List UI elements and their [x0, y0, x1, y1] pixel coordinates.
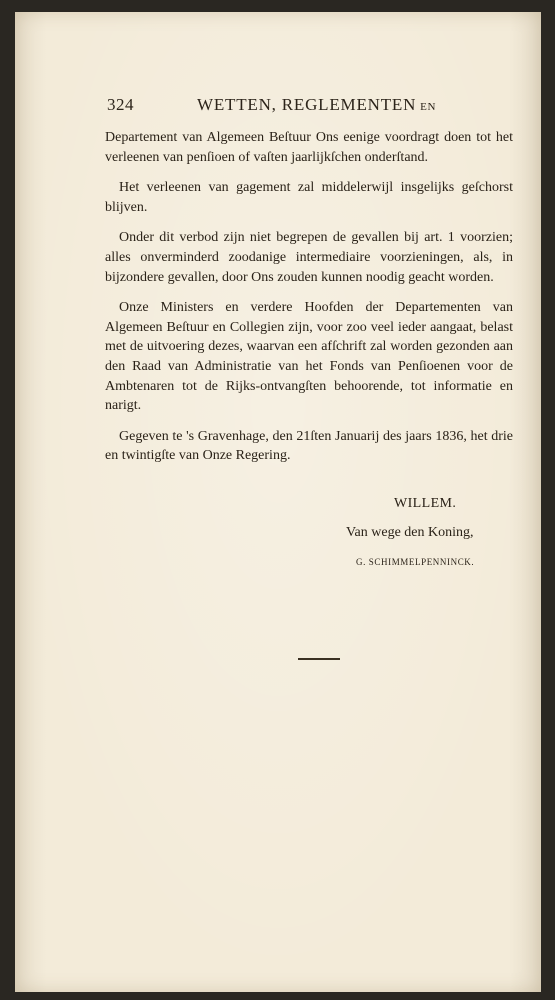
- running-title-small: EN: [420, 101, 437, 113]
- paragraph-1: Departement van Algemeen Beſtuur Ons eenige voordragt doen tot het verleenen van penſioen of vaſten jaarlijkſchen onderſtand.: [105, 130, 513, 165]
- countersignature: G. SCHIMMELPENNINCK.: [356, 557, 475, 567]
- signature-on-behalf: Van wege den Koning,: [346, 525, 474, 540]
- signature-name: WILLEM.: [394, 496, 457, 511]
- running-title-main: WETTEN, REGLEMENTEN: [197, 95, 417, 114]
- paragraph-2: Het verleenen van gagement zal middelerwijl insgelijks geſchorst blijven.: [105, 180, 513, 215]
- body-text: [105, 128, 513, 477]
- paragraph-3: Onder dit verbod zijn niet begrepen de gevallen bij art. 1 voorzien; alles onverminderd zoodanige intermediaire voorzieningen, als, in bijzondere gevallen, door Ons zouden kunnen noodig geacht worden.: [105, 230, 513, 285]
- running-title: [197, 95, 436, 115]
- page-header: [107, 95, 512, 119]
- closing-rule: [298, 658, 340, 660]
- page-number: 324: [107, 95, 134, 114]
- paragraph-4: Onze Ministers en verdere Hoofden der Departementen van Algemeen Beſtuur en Collegien zijn, voor zoo veel ieder aangaat, belast met de uitvoering dezes, waarvan een afſchrift zal worden gezonden aan den Raad van Administratie van het Fonds van Penſioenen voor de Ambtenaren tot de Rijks-ontvangſten behoorende, tot informatie en narigt.: [105, 300, 513, 414]
- paragraph-5: Gegeven te 's Gravenhage, den 21ſten Januarij des jaars 1836, het drie en twintigſte van Onze Regering.: [105, 428, 513, 464]
